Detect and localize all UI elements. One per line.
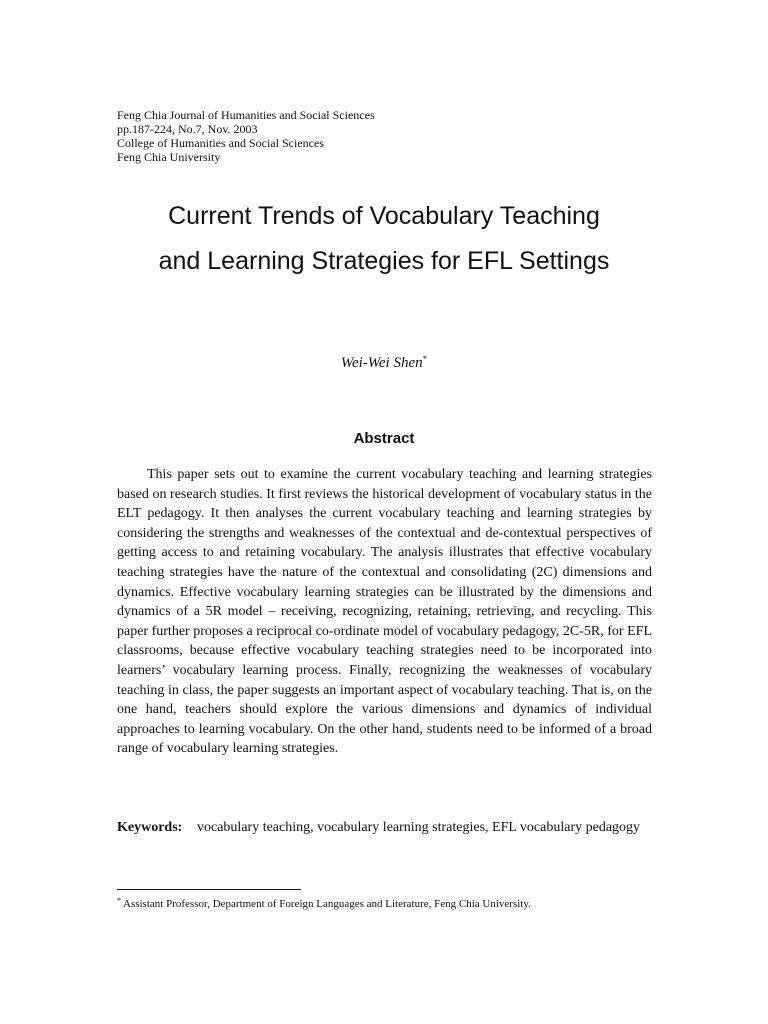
keywords-label: Keywords: [117,820,183,835]
paper-title-line-1: Current Trends of Vocabulary Teaching [168,202,600,230]
abstract-heading: Abstract [353,430,415,447]
footnote [117,897,531,911]
paper-title-line-2: and Learning Strategies for EFL Settings [158,247,610,275]
journal-college: College of Humanities and Social Sciences [117,136,324,150]
abstract-body: This paper sets out to examine the current vocabulary teaching and learning strategies based on research studies. It first reviews the historical development of vocabulary status in the ELT pedagogy. It then analyses the current vocabulary teaching and learning strategies by considering the strengths and weaknesses of the contextual and de-contextual perspectives of getting access to and retaining vocabulary. The analysis illustrates that effective vocabulary teaching strategies have the nature of the contextual and consolidating (2C) dimensions and dynamics. Effective vocabulary learning strategies can be illustrated by the dimensions and dynamics of a 5R model – receiving, recognizing, retaining, retrieving, and recycling. This paper further proposes a reciprocal co-ordinate model of vocabulary pedagogy, 2C-5R, for EFL classrooms, because effective vocabulary teaching strategies need to be incorporated into learners’ vocabulary learning process. Finally, recognizing the weaknesses of vocabulary teaching in class, the paper suggests an important aspect of vocabulary teaching. That is, on the one hand, teachers should explore the various dimensions and dynamics of individual approaches to learning vocabulary. On the other hand, students need to be informed of a broad range of vocabulary learning strategies. [117,467,652,757]
keywords-text: vocabulary teaching, vocabulary learning strategies, EFL vocabulary pedagogy [197,820,641,835]
footnote-divider [117,889,301,890]
journal-university: Feng Chia University [117,150,221,164]
journal-header [117,108,375,164]
author-name: Wei-Wei Shen [340,355,423,371]
journal-name: Feng Chia Journal of Humanities and Social Sciences [117,108,375,122]
journal-issue: pp.187-224, No.7, Nov. 2003 [117,122,258,136]
footnote-text: Assistant Professor, Department of Foreign Languages and Literature, Feng Chia University. [123,898,531,910]
footnote-mark: * [117,896,121,905]
keywords-block [117,817,652,838]
author-footnote-mark: * [422,354,428,364]
author-line [0,354,768,372]
